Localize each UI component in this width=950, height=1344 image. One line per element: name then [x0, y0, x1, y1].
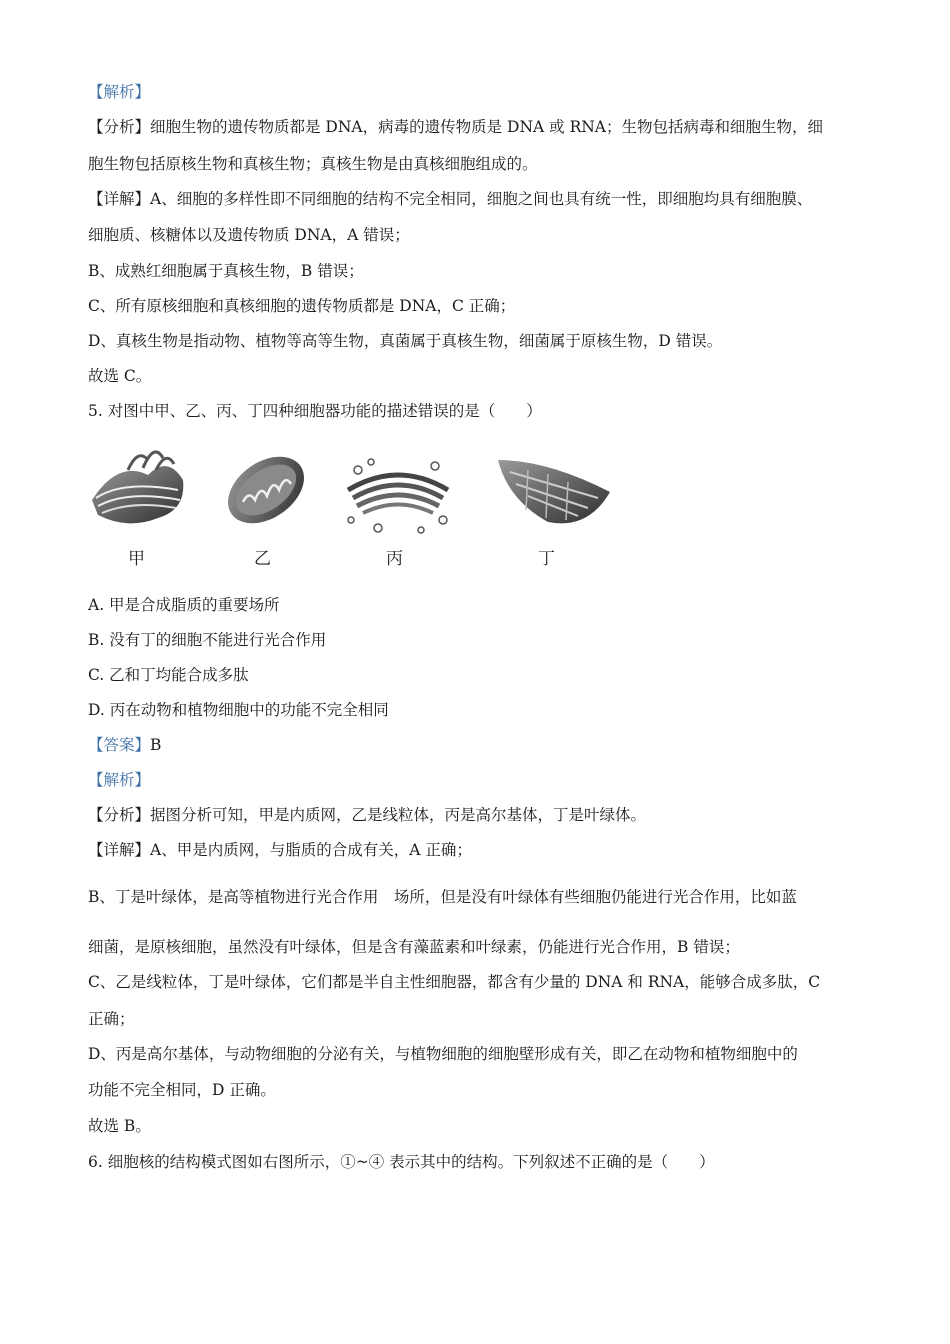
detail-line: C、所有原核细胞和真核细胞的遗传物质都是 DNA，C 正确； [88, 297, 516, 315]
detail-line: C、乙是线粒体，丁是叶绿体，它们都是半自主性细胞器，都含有少量的 DNA 和 RNA，能够合成多肽，C [88, 973, 821, 991]
detail-line: 正确； [88, 1010, 135, 1028]
answer-line: 【答案】B [88, 736, 162, 754]
detail-line: D、真核生物是指动物、植物等高等生物，真菌属于真核生物，细菌属于原核生物，D 错误。 [88, 332, 723, 350]
caption-bing: 丙 [386, 549, 403, 569]
question-5: 5. 对图中甲、乙、丙、丁四种细胞器功能的描述错误的是（ ） [88, 402, 542, 420]
organelle-figure [88, 440, 628, 570]
question-6: 6. 细胞核的结构模式图如右图所示，①~④ 表示其中的结构。下列叙述不正确的是（ ） [88, 1153, 715, 1171]
option-c: C. 乙和丁均能合成多肽 [88, 666, 249, 684]
er-drawing [92, 452, 183, 523]
detail-line: 【详解】A、细胞的多样性即不同细胞的结构不完全相同，细胞之间也具有统一性，即细胞均具有细胞膜、 [88, 190, 813, 208]
caption-ding: 丁 [538, 549, 555, 569]
chloroplast-drawing [498, 460, 610, 523]
option-d: D. 丙在动物和植物细胞中的功能不完全相同 [88, 701, 389, 719]
organelle-drawings [88, 440, 628, 540]
detail-line: 功能不完全相同，D 正确。 [88, 1081, 276, 1099]
detail-line: B、丁是叶绿体，是高等植物进行光合作用 场所，但是没有叶绿体有些细胞仍能进行光合作用，比如蓝 [88, 888, 797, 906]
option-a: A. 甲是合成脂质的重要场所 [88, 596, 280, 614]
mitochondrion-drawing [216, 443, 317, 537]
caption-yi: 乙 [254, 549, 271, 569]
caption-jia: 甲 [128, 549, 145, 569]
analysis-heading-2: 【解析】 [88, 771, 151, 789]
golgi-drawing [348, 459, 448, 533]
conclusion-line: 故选 C。 [88, 367, 152, 385]
detail-line: 细胞质、核糖体以及遗传物质 DNA，A 错误； [88, 226, 410, 244]
detail-line: B、成熟红细胞属于真核生物，B 错误； [88, 262, 364, 280]
detail-line: 细菌，是原核细胞，虽然没有叶绿体，但是含有藻蓝素和叶绿素，仍能进行光合作用，B 错误； [88, 938, 740, 956]
analysis-heading-1: 【解析】 [88, 83, 151, 101]
analysis-line: 胞生物包括原核生物和真核生物；真核生物是由真核细胞组成的。 [88, 155, 538, 173]
detail-line: D、丙是高尔基体，与动物细胞的分泌有关，与植物细胞的细胞壁形成有关，即乙在动物和植物细胞中的 [88, 1045, 798, 1063]
option-b: B. 没有丁的细胞不能进行光合作用 [88, 631, 327, 649]
analysis-line: 【分析】细胞生物的遗传物质都是 DNA，病毒的遗传物质是 DNA 或 RNA；生物包括病毒和细胞生物，细 [88, 118, 824, 136]
detail-line: 【详解】A、甲是内质网，与脂质的合成有关，A 正确； [88, 841, 472, 859]
analysis-line: 【分析】据图分析可知，甲是内质网，乙是线粒体，丙是高尔基体，丁是叶绿体。 [88, 806, 647, 824]
conclusion-line: 故选 B。 [88, 1117, 151, 1135]
